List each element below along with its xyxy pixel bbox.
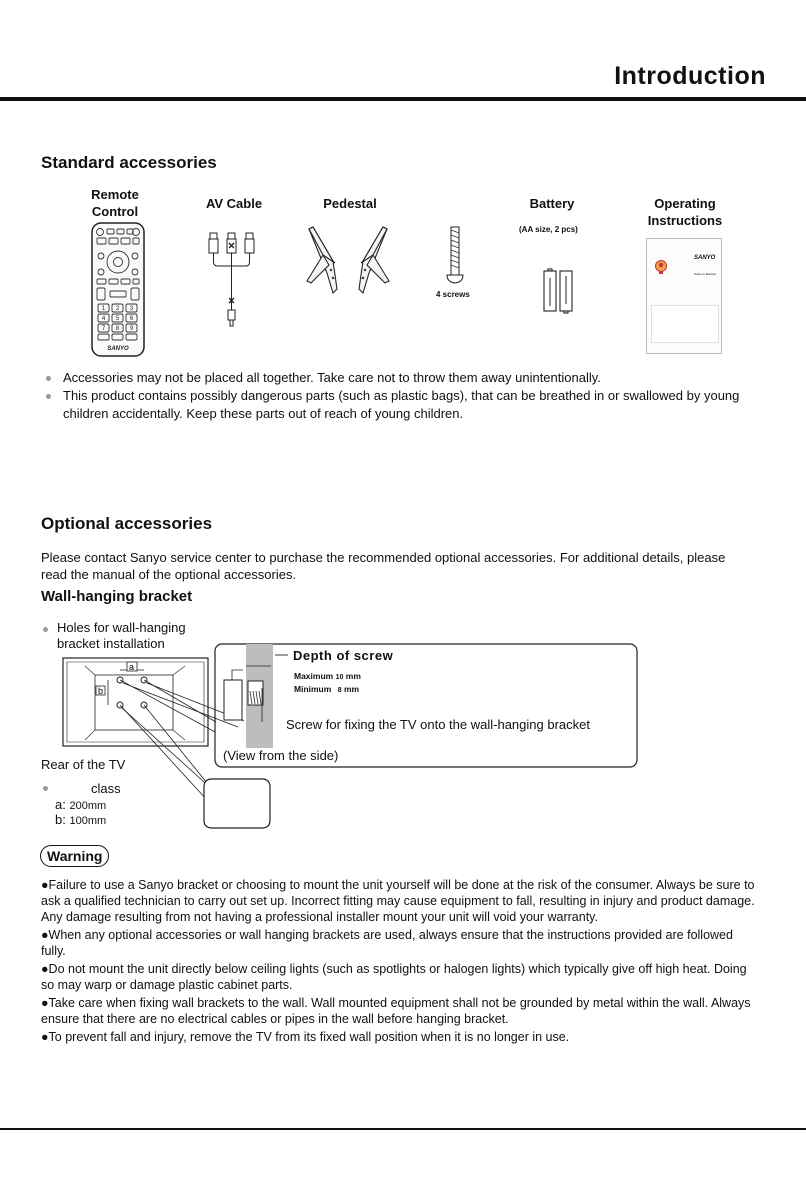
standard-note-1: Accessories may not be placed all together. Take care not to throw them away unintentionally.: [63, 370, 601, 385]
warning-item-4: ●Take care when fixing wall brackets to the wall. Wall mounted equipment shall not be grounded by metal within the wall. Always ensure that there are no electrical cables or pipes in the wall before hanging bracket.: [41, 996, 751, 1026]
standard-accessories-heading: Standard accessories: [41, 153, 217, 172]
accessory-label-manual: Operating Instructions: [647, 196, 723, 228]
depth-max-row: [294, 671, 361, 681]
svg-text:3: 3: [129, 306, 134, 312]
class-label: class: [91, 781, 121, 796]
warning-item-1: ●Failure to use a Sanyo bracket or choosing to mount the unit yourself will be done at the risk of the consumer. Always be sure to ask a qualified technician to carry out set up. Incorrect fitting may cause equipment to fall, resulting in injury and product damage. Any damage resulting from not having a professional installer mount your unit will void your warranty.: [41, 878, 755, 924]
svg-text:6: 6: [129, 316, 134, 322]
depth-max-label: Maximum: [294, 671, 334, 681]
spec-a: [55, 797, 106, 812]
warning-item-5: ●To prevent fall and injury, remove the TV from its fixed wall position when it is no longer in use.: [41, 1030, 570, 1044]
depth-max-value: 10: [335, 674, 344, 681]
spec-a-key: a:: [55, 797, 66, 812]
footer-rule: [0, 1128, 806, 1130]
screws-caption: 4 screws: [436, 290, 470, 299]
accessory-label-pedestal: Pedestal: [323, 196, 377, 211]
spec-b: [55, 812, 106, 827]
standard-note-2: This product contains possibly dangerous parts (such as plastic bags), that can be breathed in or swallowed by young children accidentally. Keep these parts out of reach of young children.: [63, 388, 740, 421]
dim-b-label: b: [98, 686, 104, 696]
svg-text:5: 5: [115, 316, 120, 322]
svg-text:8: 8: [115, 326, 120, 332]
depth-min-row: [294, 684, 359, 694]
page-title: Introduction: [614, 62, 766, 90]
holes-label: Holes for wall-hanging bracket installation: [57, 620, 186, 651]
class-bullet: [43, 786, 48, 791]
spec-b-value: 100mm: [69, 815, 107, 827]
depth-min-unit: mm: [343, 684, 360, 694]
optional-intro: Please contact Sanyo service center to purchase the recommended optional accessories. For additional details, please read the manual of the optional accessories.: [41, 550, 726, 582]
svg-text:1: 1: [101, 306, 106, 312]
accessory-label-battery: Battery: [529, 196, 575, 211]
warning-item-3: ●Do not mount the unit directly below ceiling lights (such as spotlights or halogen lights) which typically give off high heat. Doing so may warp or damage plastic cabinet parts.: [41, 962, 747, 992]
warning-label: Warning: [40, 845, 109, 867]
svg-text:7: 7: [101, 326, 106, 332]
dim-a-label: a: [129, 662, 135, 672]
warning-item-2: ●When any optional accessories or wall hanging brackets are used, always ensure that the instructions provided are followed fully.: [41, 928, 733, 958]
optional-accessories-heading: Optional accessories: [41, 514, 213, 533]
depth-min-value: 8: [337, 687, 342, 694]
battery-note: (AA size, 2 pcs): [519, 225, 578, 234]
svg-text:2: 2: [115, 306, 120, 312]
depth-min-label: Minimum: [294, 684, 332, 694]
screw-caption: Screw for fixing the TV onto the wall-hanging bracket: [286, 717, 590, 732]
spec-a-value: 200mm: [69, 800, 107, 812]
bracket-heading: Wall-hanging bracket: [41, 588, 193, 605]
manual-brand: SANYO: [694, 255, 716, 261]
spec-b-key: b:: [55, 812, 66, 827]
depth-title: Depth of screw: [293, 648, 394, 663]
svg-text:9: 9: [129, 326, 134, 332]
depth-max-unit: mm: [345, 671, 361, 681]
accessory-label-av-cable: AV Cable: [205, 196, 263, 211]
rear-tv-label: Rear of the TV: [41, 757, 126, 772]
remote-brand: SANYO: [107, 346, 129, 352]
svg-text:4: 4: [101, 316, 106, 322]
manual-subtitle: Owner's Manual: [694, 272, 716, 276]
accessory-label-remote: Remote Control: [91, 187, 139, 219]
side-view-caption: (View from the side): [223, 748, 339, 763]
warning-list: [41, 877, 756, 1045]
